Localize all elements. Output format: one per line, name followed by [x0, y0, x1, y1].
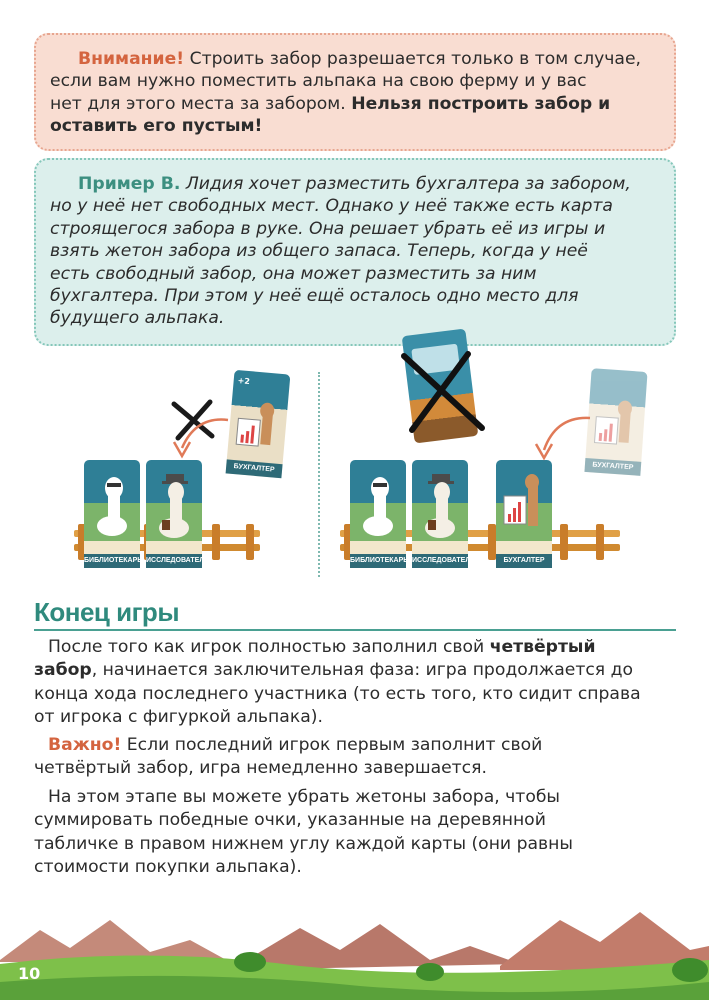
- paragraph-1: После того как игрок полностью заполнил свой четвёртый забор, начинается заключительная фаза: игра продолжается до конца хода последнего участника (то есть того, кто сидит справа от игрока с фигуркой альпака).: [34, 637, 641, 728]
- card-accountant-left: [226, 370, 291, 478]
- card-accountant-right: [496, 460, 552, 568]
- section-title: Конец игры: [34, 597, 180, 627]
- card-label: ИССЛЕДОВАТЕЛЬ: [146, 554, 202, 568]
- warning-line-2: если вам нужно поместить альпака на свою ферму и у вас: [50, 71, 587, 92]
- card-label: БУХГАЛТЕР: [226, 459, 283, 478]
- card-librarian-left: [84, 460, 143, 568]
- chart-board-icon: [502, 472, 546, 542]
- card-label: БУХГАЛТЕР: [584, 458, 641, 476]
- card-librarian-right: [350, 460, 409, 568]
- alpaca-icon: [156, 470, 192, 544]
- warning-box: [34, 33, 676, 151]
- illustration-divider: [318, 372, 320, 577]
- card-label: БУХГАЛТЕР: [496, 554, 552, 568]
- warning-line-4: оставить его пустым!: [50, 116, 263, 137]
- arrow-icon: [168, 414, 232, 460]
- chart-board-icon: [234, 400, 282, 454]
- example-lead: Пример B.: [78, 174, 181, 194]
- cross-icon: [398, 350, 488, 434]
- paragraph-2: Важно! Если последний игрок первым заполнит свой четвёртый забор, игра немедленно завершается.: [34, 735, 543, 779]
- example-illustration: [0, 330, 709, 590]
- important-lead: Важно!: [48, 735, 122, 755]
- paragraph-3: На этом этапе вы можете убрать жетоны забора, чтобы суммировать победные очки, указанные на деревянной табличке в правом нижнем углу каждой карты (они равны стоимости покупки альпака).: [34, 787, 573, 878]
- card-cost: +2: [237, 376, 251, 387]
- landscape-illustration: [0, 890, 709, 1000]
- chart-board-icon: [592, 399, 639, 452]
- alpaca-icon: [422, 470, 458, 544]
- card-researcher-right: [412, 460, 476, 568]
- section-rule: [34, 629, 676, 631]
- card-researcher-left: [146, 460, 210, 568]
- warning-line-1: Внимание! Строить забор разрешается только в том случае,: [78, 49, 641, 69]
- warning-line-3: нет для этого места за забором. Нельзя построить забор и: [50, 93, 611, 114]
- card-label: ИССЛЕДОВАТЕЛЬ: [412, 554, 468, 568]
- warning-lead: Внимание!: [78, 49, 185, 69]
- page-number: 10: [18, 964, 41, 983]
- card-label: БИБЛИОТЕКАРЬ: [350, 554, 406, 568]
- example-box: Пример B. Лидия хочет разместить бухгалтера за забором, но у неё нет свободных мест. Однако у неё также есть карта строящегося забора в руке. Она решает убрать её из игры и взять жетон забора из общего запаса. Теперь, когда у неё есть свободный забор, она может разместить за ним бухгалтера. При этом у неё ещё осталось одно место для будущего альпака.: [34, 158, 676, 346]
- alpaca-icon: [360, 474, 396, 544]
- card-label: БИБЛИОТЕКАРЬ: [84, 554, 140, 568]
- arrow-icon: [530, 412, 594, 462]
- alpaca-icon: [94, 474, 130, 544]
